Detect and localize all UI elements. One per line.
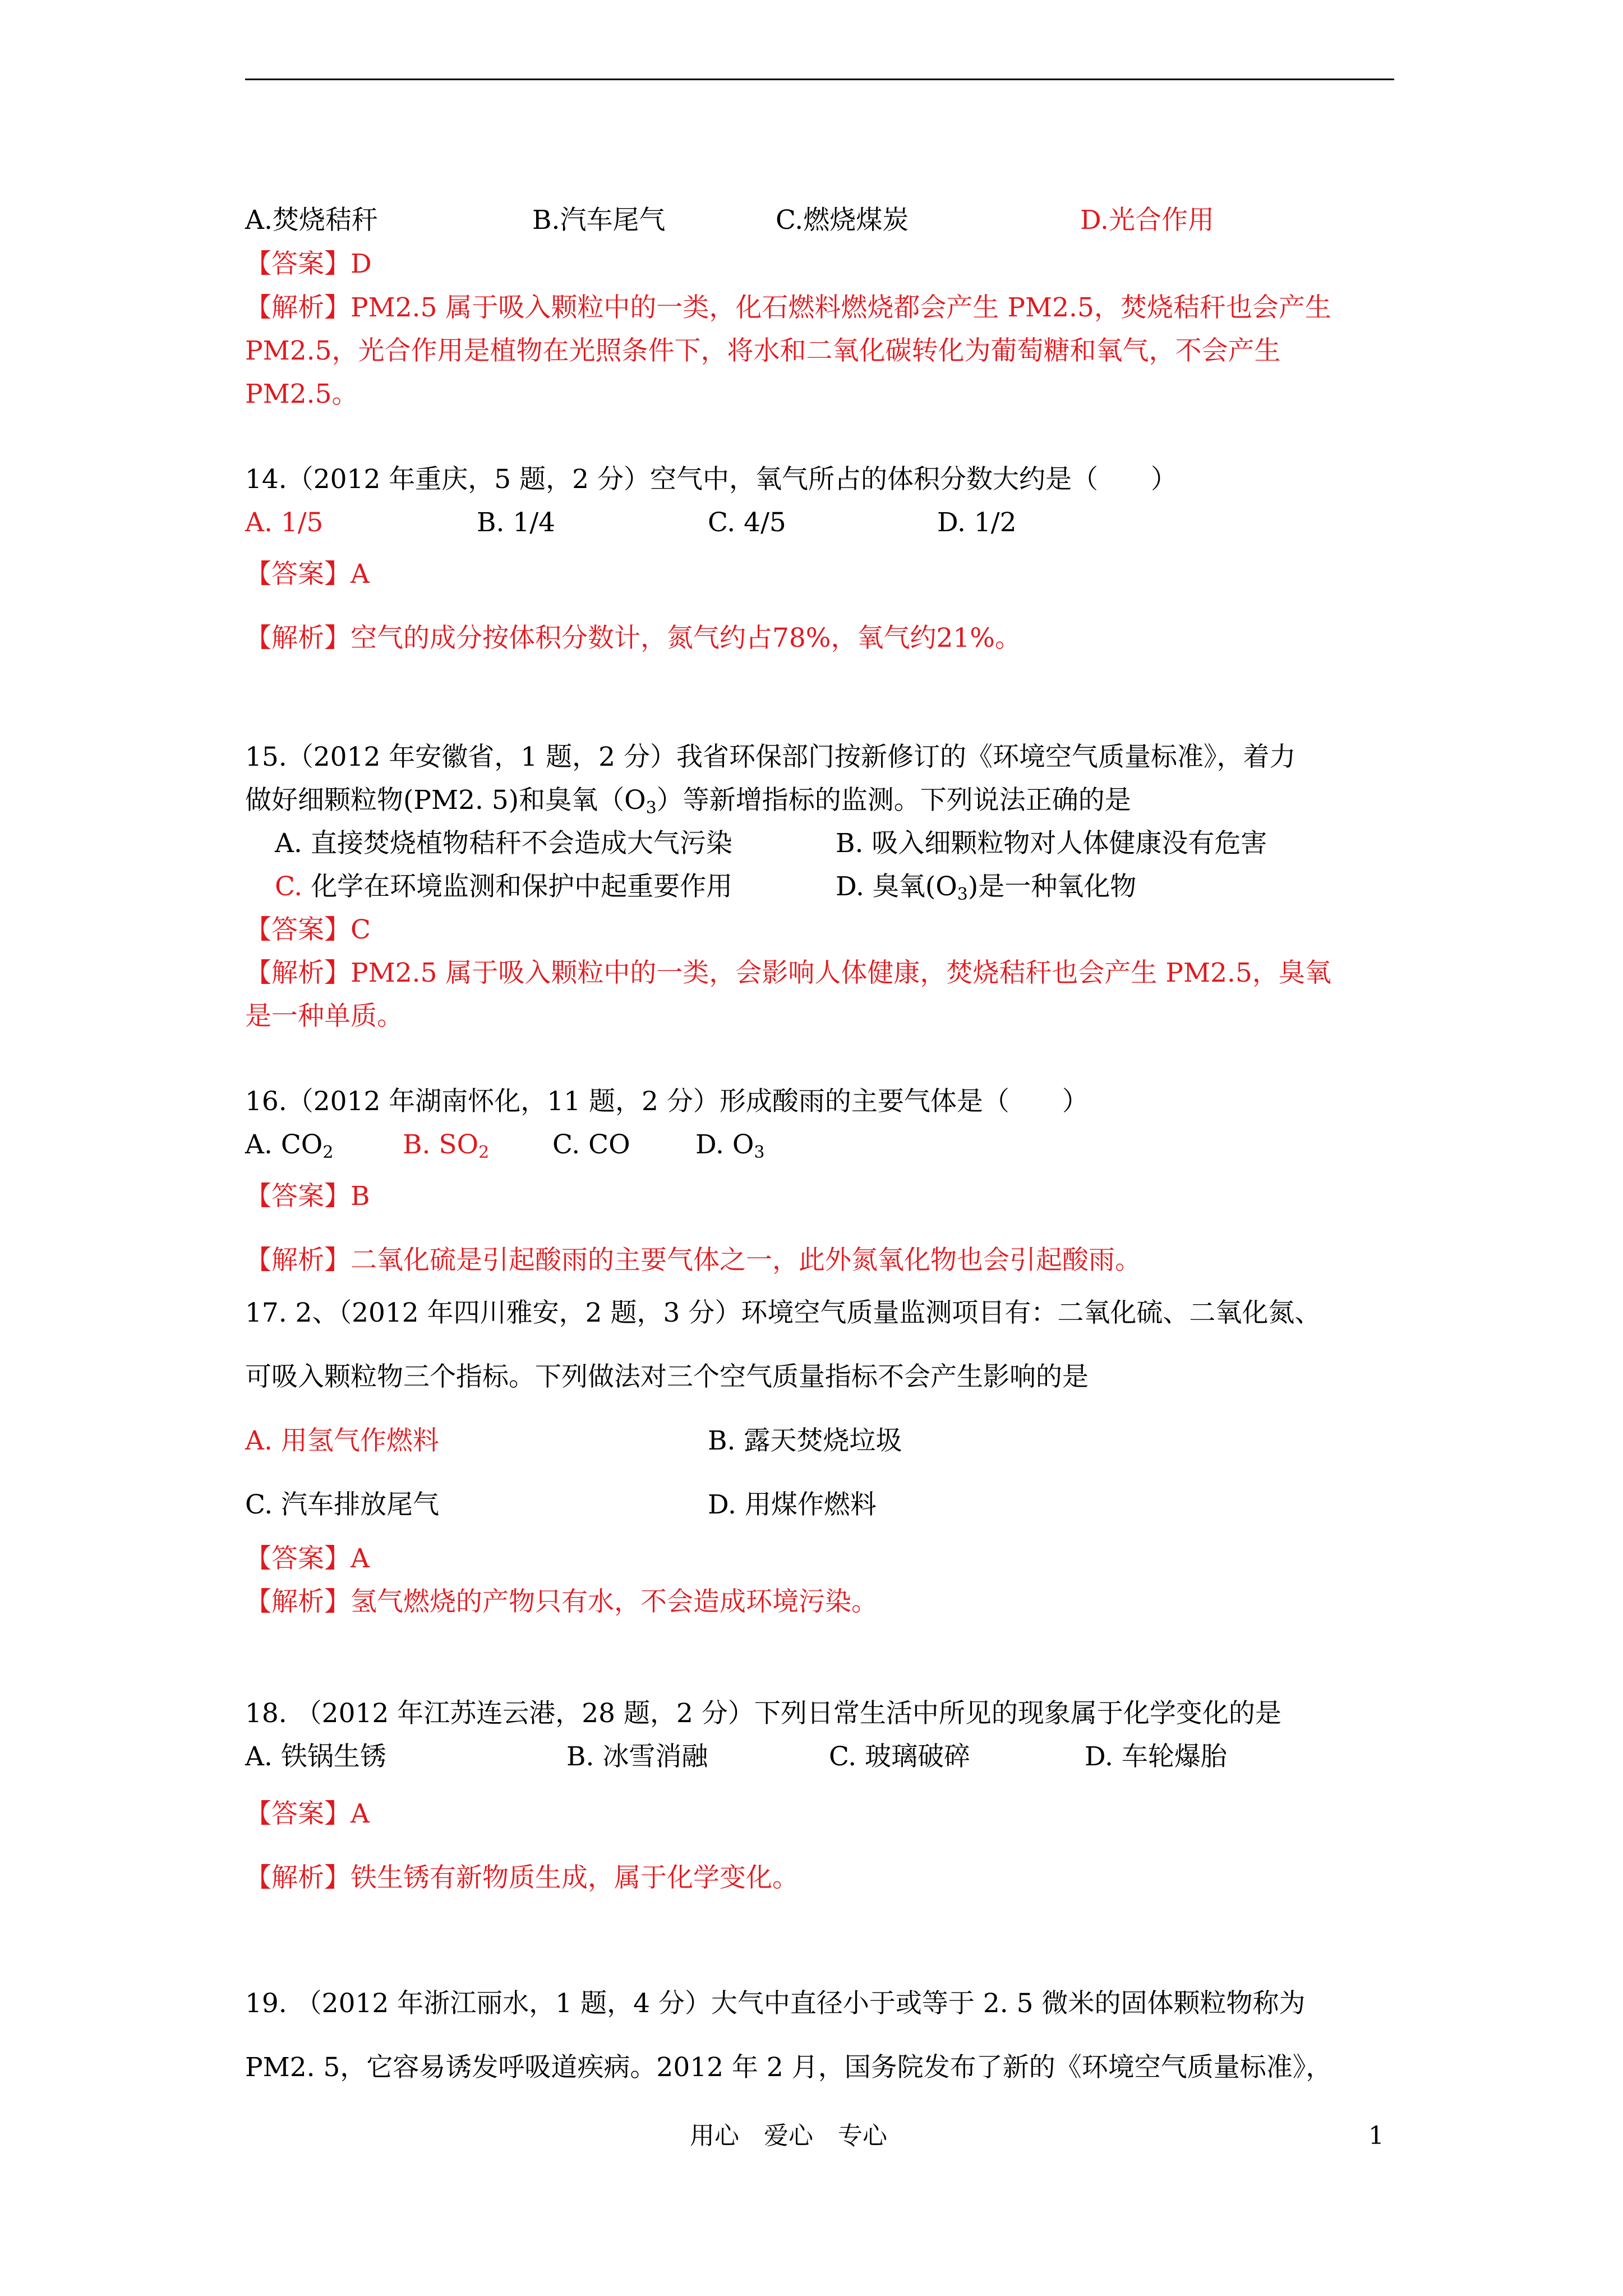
q18-option-c: C. 玻璃破碎 — [829, 1741, 971, 1772]
q15-option-c: C. 化学在环境监测和保护中起重要作用 — [275, 871, 733, 902]
q14-option-d: D. 1/2 — [937, 507, 1017, 538]
q14-answer: 【答案】A — [245, 559, 370, 590]
q14-option-a: A. 1/5 — [245, 507, 324, 538]
q18-analysis: 【解析】铁生锈有新物质生成，属于化学变化。 — [245, 1862, 799, 1893]
q15-answer: 【答案】C — [245, 914, 371, 945]
q13-option-b: B.汽车尾气 — [532, 205, 666, 236]
q15-stem-line-2: 做好细颗粒物(PM2. 5)和臭氧$(O_3)$等新增指标的监测。下列说法正确的是 — [245, 785, 1131, 818]
q16-option-b: B. $SO_2$ — [403, 1129, 490, 1162]
q13-analysis-line-1: 【解析】PM2.5 属于吸入颗粒中的一类，化石燃料燃烧都会产生 PM2.5，焚烧秸秆也会产生 — [245, 292, 1331, 323]
q18-option-a: A. 铁锅生锈 — [245, 1741, 386, 1772]
q14-stem: 14.（2012 年重庆，5 题，2 分）空气中，氧气所占的体积分数大约是（ ） — [245, 464, 1177, 495]
header-rule — [245, 79, 1394, 80]
q17-stem-line-1: 17. 2、（2012 年四川雅安，2 题，3 分）环境空气质量监测项目有：二氧化硫、二氧化氮、 — [245, 1297, 1321, 1328]
q19-stem-line-1: 19. （2012 年浙江丽水，1 题，4 分）大气中直径小于或等于 2. 5 微米的固体颗粒物称为 — [245, 1988, 1306, 2019]
q18-answer: 【答案】A — [245, 1798, 370, 1829]
q15-option-b: B. 吸入细颗粒物对人体健康没有危害 — [836, 828, 1267, 859]
q14-option-c: C. 4/5 — [708, 507, 786, 538]
q17-analysis: 【解析】氢气燃烧的产物只有水，不会造成环境污染。 — [245, 1586, 878, 1617]
q14-option-b: B. 1/4 — [477, 507, 556, 538]
q16-option-c: C. CO — [552, 1129, 630, 1160]
q18-option-b: B. 冰雪消融 — [566, 1741, 708, 1772]
q19-stem-line-2: PM2. 5，它容易诱发呼吸道疾病。2012 年 2 月，国务院发布了新的《环境空气质量标准》， — [245, 2052, 1332, 2083]
q18-option-d: D. 车轮爆胎 — [1085, 1741, 1227, 1772]
q15-analysis-line-1: 【解析】PM2.5 属于吸入颗粒中的一类，会影响人体健康，焚烧秸秆也会产生 PM2.5，臭氧 — [245, 958, 1331, 988]
q15-stem-line-1: 15.（2012 年安徽省，1 题，2 分）我省环保部门按新修订的《环境空气质量标准》，着力 — [245, 742, 1296, 772]
q13-analysis-line-2: PM2.5，光合作用是植物在光照条件下，将水和二氧化碳转化为葡萄糖和氧气，不会产生 — [245, 335, 1281, 366]
q17-option-c: C. 汽车排放尾气 — [245, 1489, 440, 1520]
page-number: 1 — [1368, 2122, 1384, 2150]
q14-analysis: 【解析】空气的成分按体积分数计，氮气约占78%，氧气约21%。 — [245, 623, 1021, 654]
q13-option-c: C.燃烧煤炭 — [776, 205, 909, 236]
q15-option-a: A. 直接焚烧植物秸秆不会造成大气污染 — [275, 828, 732, 859]
q15-option-d: D. 臭氧$(O_3)$是一种氧化物 — [836, 871, 1137, 904]
q16-option-a: A. $CO_2$ — [245, 1129, 334, 1162]
q13-answer: 【答案】D — [245, 249, 372, 279]
footer-motto: 用心 爱心 专心 — [690, 2122, 887, 2150]
q17-option-a: A. 用氢气作燃料 — [245, 1425, 439, 1456]
q17-option-b: B. 露天焚烧垃圾 — [708, 1425, 902, 1456]
q15-analysis-line-2: 是一种单质。 — [245, 1001, 403, 1032]
q16-option-d: D. $O_3$ — [695, 1129, 765, 1162]
q17-stem-line-2: 可吸入颗粒物三个指标。下列做法对三个空气质量指标不会产生影响的是 — [245, 1361, 1089, 1392]
q17-option-d: D. 用煤作燃料 — [708, 1489, 877, 1520]
q13-analysis-line-3: PM2.5。 — [245, 379, 358, 409]
q16-analysis: 【解析】二氧化硫是引起酸雨的主要气体之一，此外氮氧化物也会引起酸雨。 — [245, 1245, 1141, 1276]
q16-stem: 16.（2012 年湖南怀化，11 题，2 分）形成酸雨的主要气体是（ ） — [245, 1086, 1089, 1117]
q18-stem: 18. （2012 年江苏连云港，28 题，2 分）下列日常生活中所见的现象属于化学变化的是 — [245, 1698, 1281, 1729]
q16-answer: 【答案】B — [245, 1181, 370, 1212]
q17-answer: 【答案】A — [245, 1543, 370, 1574]
q13-option-a: A.焚烧秸秆 — [245, 205, 378, 236]
q13-option-d: D.光合作用 — [1080, 205, 1214, 236]
